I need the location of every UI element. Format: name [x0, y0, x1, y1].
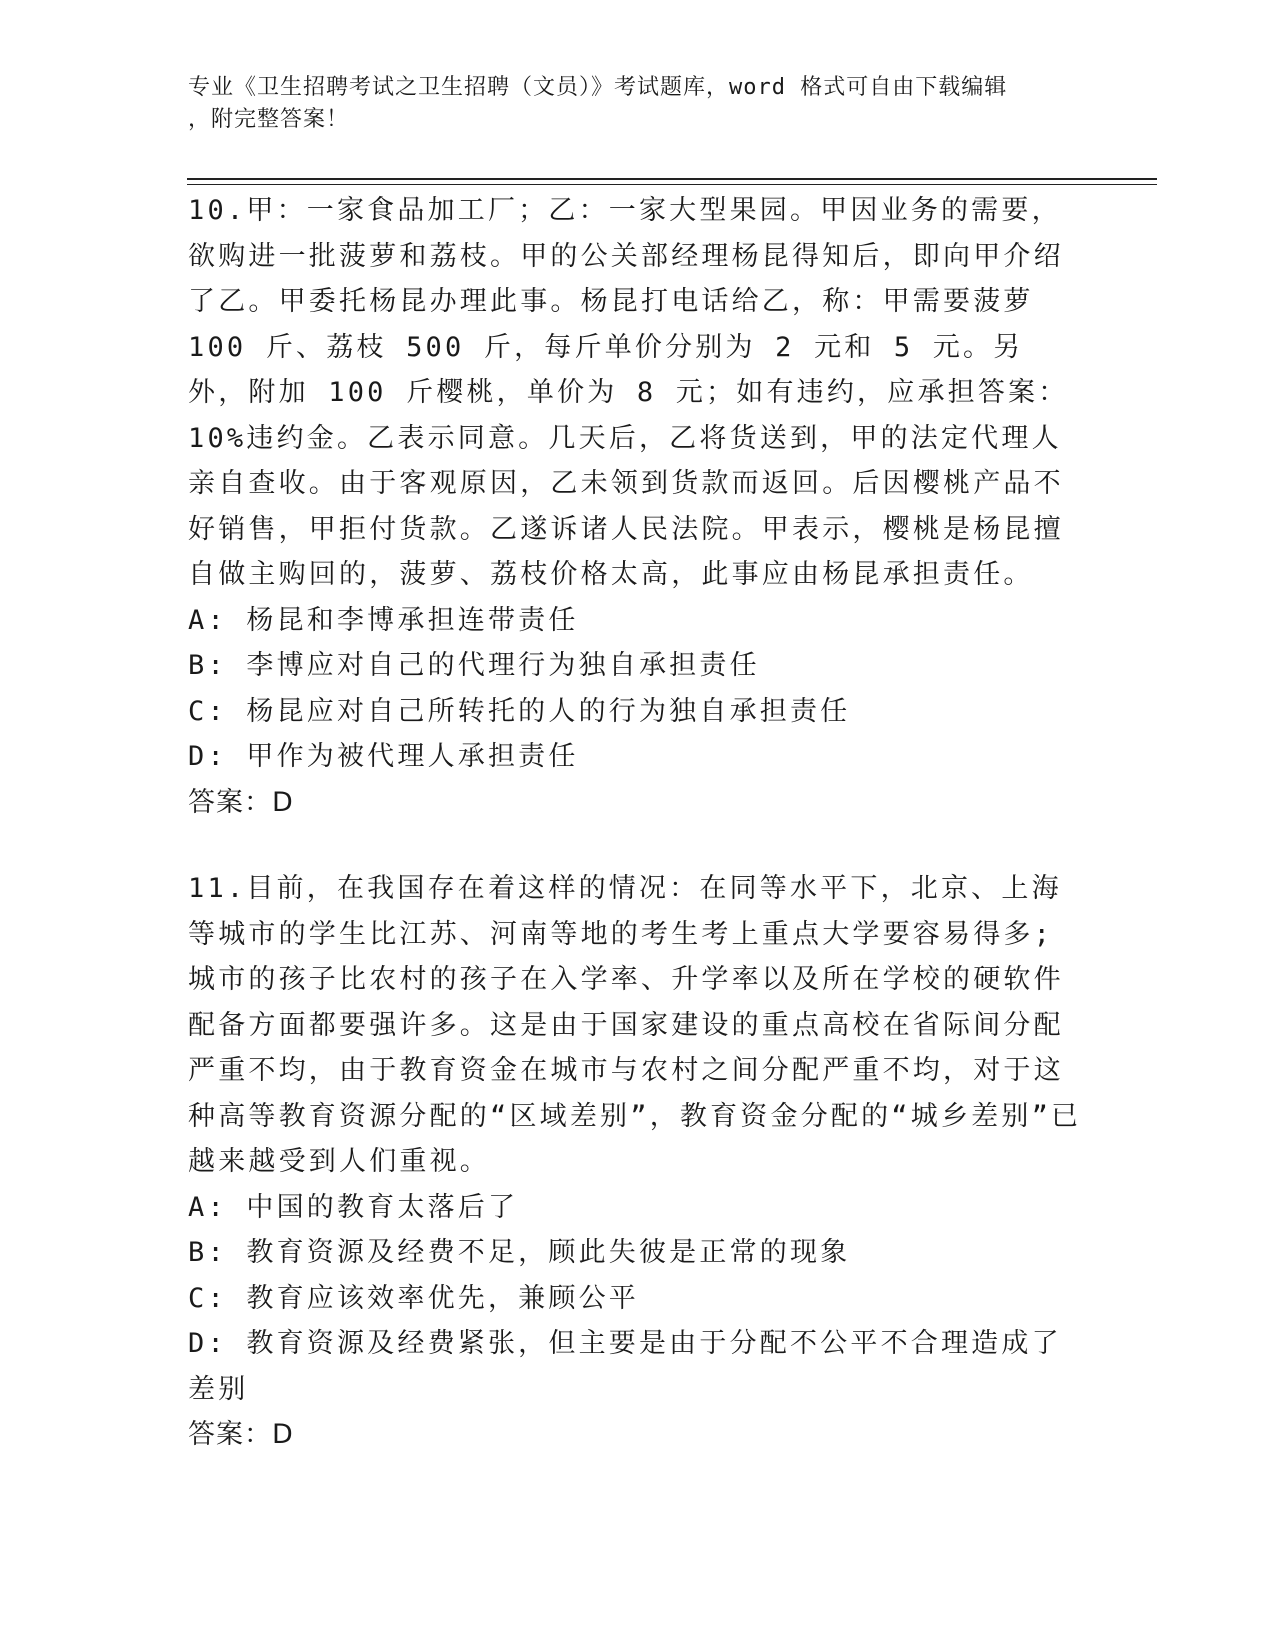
option-a: A: 杨昆和李博承担连带责任: [188, 604, 579, 636]
option-c: C: 教育应该效率优先，兼顾公平: [188, 1282, 639, 1314]
option-c: C: 杨昆应对自己所转托的人的行为独自承担责任: [188, 695, 851, 727]
header-divider-thick: [187, 178, 1157, 180]
option-d: D: 教育资源及经费紧张，但主要是由于分配不公平不合理造成了差别: [188, 1328, 1062, 1405]
answer-line: [188, 780, 1083, 826]
header-line-1: 专业《卫生招聘考试之卫生招聘（文员）》考试题库，word 格式可自由下载编辑: [188, 75, 1008, 100]
answer-line: [188, 1412, 1083, 1458]
question-10: [188, 188, 1083, 826]
question-stem: 11.目前，在我国存在着这样的情况：在同等水平下，北京、上海等城市的学生比江苏、河南等地的考生考上重点大学要容易得多;城市的孩子比农村的孩子在入学率、升学率以及所在学校的硬软件配备方面都要强许多。这是由于国家建设的重点高校在省际间分配严重不均，由于教育资金在城市与农村之间分配严重不均，对于这种高等教育资源分配的“区域差别”，教育资金分配的“城乡差别”已越来越受到人们重视。: [188, 873, 1082, 1177]
question-11: [188, 866, 1083, 1458]
answer-label: 答案：: [188, 786, 272, 818]
question-stem: 10.甲：一家食品加工厂；乙：一家大型果园。甲因业务的需要，欲购进一批菠萝和荔枝。甲的公关部经理杨昆得知后，即向甲介绍了乙。甲委托杨昆办理此事。杨昆打电话给乙，称：甲需要菠萝 100 斤、荔枝 500 斤，每斤单价分别为 2 元和 5 元。另外，附加 100 斤樱桃，单价为 8 元；如有违约，应承担答案：10%违约金。乙表示同意。几天后，乙将货送到，甲的法定代理人亲自查收。由于客观原因，乙未领到货款而返回。后因樱桃产品不好销售，甲拒付货款。乙遂诉诸人民法院。甲表示，樱桃是杨昆擅自做主购回的，菠萝、荔枝价格太高，此事应由杨昆承担责任。: [188, 195, 1069, 590]
document-header: [188, 72, 1088, 136]
header-divider-thin: [187, 184, 1157, 185]
answer-value: D: [272, 786, 294, 818]
answer-value: D: [272, 1419, 294, 1450]
option-b: B: 李博应对自己的代理行为独自承担责任: [188, 650, 760, 681]
option-d: D: 甲作为被代理人承担责任: [188, 741, 579, 772]
option-b: B: 教育资源及经费不足，顾此失彼是正常的现象: [188, 1237, 851, 1268]
option-a: A: 中国的教育太落后了: [188, 1191, 519, 1223]
header-line-2: ，附完整答案！: [188, 107, 350, 132]
answer-label: 答案：: [188, 1419, 272, 1450]
